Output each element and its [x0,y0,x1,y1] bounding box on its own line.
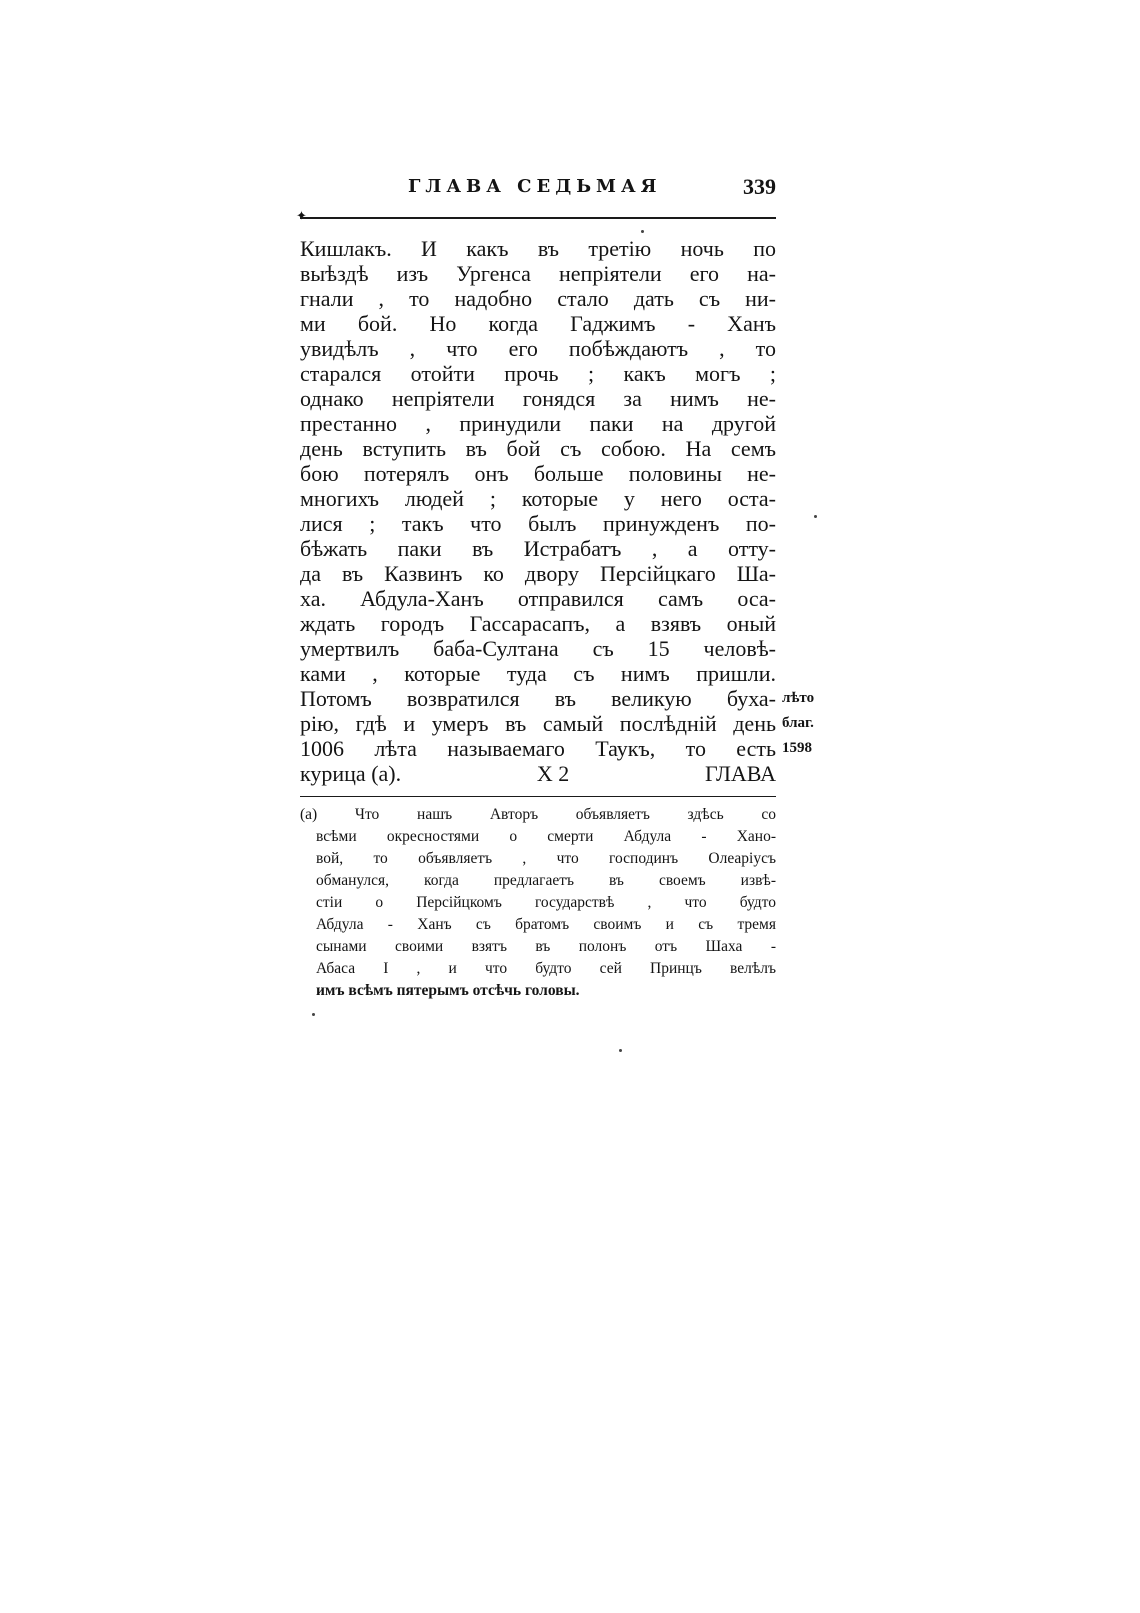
margin-note-line: благ. [782,715,814,731]
last-line [300,761,776,786]
text-line: день вступить въ бой съ собою. На семъ [300,436,776,461]
text-line: лися ; такъ что былъ принужденъ по- [300,511,776,536]
catchword: ГЛАВА [704,761,776,786]
text-line: старался отойти прочь ; какъ могъ ; [300,361,776,386]
text-line: гнали , то надобно стало дать съ ни- [300,286,776,311]
main-text [300,236,776,786]
footnote-line: сынами своими взятъ въ полонъ отъ Шаха - [316,938,776,955]
text-line: рiю, гдѣ и умеръ въ самый послѣднiй день [300,711,776,736]
text-line: престанно , принудили паки на другой [300,411,776,436]
text-line: умертвилъ баба-Султана съ 15 человѣ- [300,636,776,661]
page-number: 339 [743,174,776,199]
margin-note [782,686,842,761]
margin-note-line: 1598 [782,740,812,756]
footnote-line: имъ всѣмъ пятерымъ отсѣчь головы. [316,982,580,999]
footnote-line: всѣми окресностями о смерти Абдула - Хано- [316,828,776,845]
text-line: однако непрiятели гонядся за нимъ не- [300,386,776,411]
margin-note-line: лѣто [782,690,815,706]
footnote-rule [300,796,776,797]
ink-speck [312,1013,315,1016]
footnote-line: вой, то объявляетъ , что господинъ Олеарiусъ [316,850,776,867]
header-rule [300,217,776,219]
footnote-line: Абаса I , и что будто сей Принцъ велѣлъ [316,960,776,977]
text-line: многихъ людей ; которые у него оста- [300,486,776,511]
signature-mark: X 2 [536,761,570,786]
text-line: ками , которые туда съ нимъ пришли. [300,661,776,686]
text-line: бою потерялъ онъ больше половины не- [300,461,776,486]
text-line: выѣздѣ изъ Ургенса непрiятели его на- [300,261,776,286]
footnote-line: Абдула - Ханъ съ братомъ своимъ и съ тремя [316,916,776,933]
ink-speck [641,230,644,233]
text-line: Потомъ возвратился въ великую буха- [300,686,776,711]
text-line: увидѣлъ , что его побѣждаютъ , то [300,336,776,361]
last-line-text: курица (а). [300,761,402,786]
ink-speck [619,1049,622,1052]
text-line: ждать городъ Гассарасапъ, а взявъ оный [300,611,776,636]
running-title: ГЛАВА СЕДЬМАЯ [408,176,662,197]
text-line: ми бой. Но когда Гаджимъ - Ханъ [300,311,776,336]
footnote-line: стiи о Персiйцкомъ государствѣ , что будто [316,894,776,911]
text-line: 1006 лѣта называемаго Таукъ, то есть [300,736,776,761]
text-line: да въ Казвинъ ко двору Персiйцкаго Ша- [300,561,776,586]
text-line: бѣжать паки въ Истрабатъ , а отту- [300,536,776,561]
rule-ornament-icon: ✦ [296,209,307,224]
text-line: ха. Абдула-Ханъ отправился самъ оса- [300,586,776,611]
ink-speck [814,515,817,518]
footnote-line: обманулся, когда предлагаетъ въ своемъ извѣ- [316,872,776,889]
running-head [300,172,776,202]
footnote-line: (а) Что нашъ Авторъ объявляетъ здѣсь со [300,806,776,823]
text-line: Кишлакъ. И какъ въ третiю ночь по [300,236,776,261]
footnote [300,804,776,1002]
